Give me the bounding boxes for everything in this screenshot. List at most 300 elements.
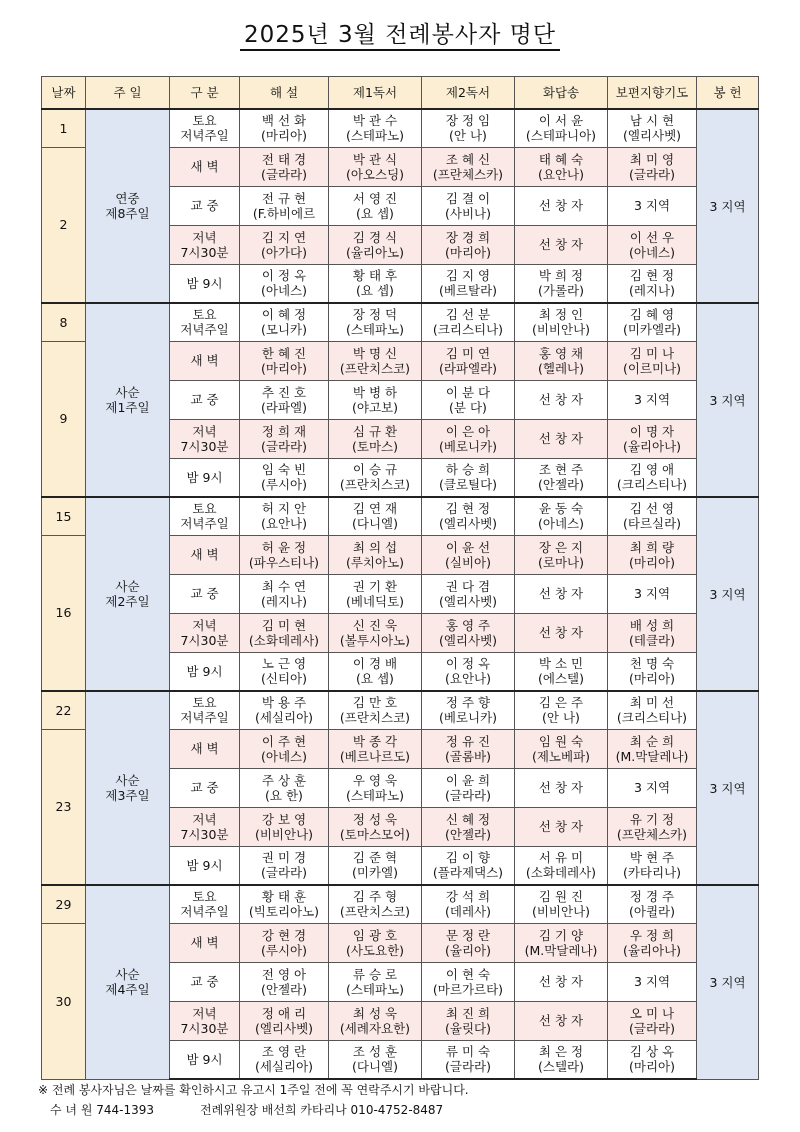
baptismal-name: (글라라): [445, 1059, 491, 1075]
commentary-cell: [240, 807, 329, 846]
baptismal-name: (베로니카): [438, 710, 498, 726]
sunday-name-cell: 연중 제8주일: [86, 109, 170, 303]
baptismal-name: (사도요한): [345, 942, 405, 958]
baptismal-name: (베르나르도): [339, 748, 411, 764]
prayers-cell: [608, 341, 697, 380]
second-reading-cell: [422, 535, 515, 574]
prayers-cell: [608, 303, 697, 341]
baptismal-name: (엘리사벳): [622, 128, 682, 144]
volunteer-name: 최 미 영: [629, 151, 675, 167]
commentary-cell: [240, 652, 329, 691]
header-commentary: 해 설: [240, 77, 329, 110]
prayers-cell: [608, 574, 697, 613]
prayers-cell: [608, 691, 697, 729]
convent-phone: 수 녀 원 744-1393: [50, 1103, 154, 1117]
second-reading-cell: [422, 303, 515, 341]
offering-cell: 3 지역: [697, 885, 759, 1079]
commentary-cell: [240, 1001, 329, 1040]
header-row: [42, 77, 759, 110]
volunteer-name: 최 순 희: [629, 733, 675, 749]
volunteer-name: 황 태 훈: [261, 889, 307, 905]
volunteer-name: 3 지역: [633, 974, 671, 989]
baptismal-name: (스테파노): [345, 128, 405, 144]
volunteer-name: 선 창 자: [538, 431, 584, 446]
baptismal-name: (안 나): [542, 710, 580, 726]
prayers-cell: [608, 225, 697, 264]
volunteer-name: 김 혜 영: [629, 307, 675, 323]
baptismal-name: (소화데레사): [525, 865, 597, 881]
page-title: [0, 16, 800, 49]
baptismal-name: (테클라): [629, 632, 675, 648]
second-reading-cell: [422, 613, 515, 652]
volunteer-name: 최 미 선: [629, 695, 675, 711]
volunteer-name: 조 영 란: [261, 1044, 307, 1060]
volunteer-name: 선 창 자: [538, 974, 584, 989]
baptismal-name: (프란체스카): [616, 826, 688, 842]
baptismal-name: (비비안나): [531, 904, 591, 920]
baptismal-name: (요 셉): [356, 671, 394, 687]
volunteer-name: 이 혜 정: [261, 307, 307, 323]
commentary-cell: [240, 691, 329, 729]
volunteer-name: 박 희 정: [538, 268, 584, 284]
baptismal-name: (글라라): [629, 1020, 675, 1036]
volunteer-name: 허 지 안: [261, 501, 307, 517]
psalm-cell: [515, 264, 608, 303]
psalm-cell: [515, 225, 608, 264]
second-reading-cell: [422, 147, 515, 186]
baptismal-name: (크리스티나): [616, 477, 688, 493]
volunteer-name: 선 창 자: [538, 625, 584, 640]
category-cell: 저녁 7시30분: [170, 807, 240, 846]
first-reading-cell: [329, 613, 422, 652]
volunteer-name: 선 창 자: [538, 198, 584, 213]
baptismal-name: (에스텔): [538, 671, 584, 687]
prayers-cell: [608, 807, 697, 846]
baptismal-name: (요안나): [261, 516, 307, 532]
second-reading-cell: [422, 380, 515, 419]
psalm-cell: [515, 1040, 608, 1079]
baptismal-name: (마리아): [629, 671, 675, 687]
commentary-cell: [240, 1040, 329, 1079]
psalm-cell: [515, 419, 608, 458]
volunteer-name: 정 경 주: [629, 889, 675, 905]
volunteer-name: 권 기 환: [352, 578, 398, 594]
first-reading-cell: [329, 535, 422, 574]
volunteer-name: 이 분 다: [445, 384, 491, 400]
baptismal-name: (안 나): [449, 128, 487, 144]
first-reading-cell: [329, 923, 422, 962]
baptismal-name: (가롤라): [538, 283, 584, 299]
prayers-cell: [608, 923, 697, 962]
baptismal-name: (안젤라): [261, 981, 307, 997]
psalm-cell: [515, 497, 608, 535]
baptismal-name: (율릿다): [445, 1020, 491, 1036]
baptismal-name: (토마스): [352, 438, 398, 454]
volunteer-name: 이 선 우: [629, 229, 675, 245]
volunteer-name: 조 현 주: [538, 462, 584, 478]
second-reading-cell: [422, 768, 515, 807]
category-cell: 저녁 7시30분: [170, 225, 240, 264]
volunteer-name: 강 보 영: [261, 811, 307, 827]
baptismal-name: (데레사): [445, 904, 491, 920]
commentary-cell: [240, 923, 329, 962]
second-reading-cell: [422, 1001, 515, 1040]
baptismal-name: (베로니카): [438, 438, 498, 454]
baptismal-name: (글라라): [445, 787, 491, 803]
volunteer-name: 3 지역: [633, 780, 671, 795]
volunteer-name: 최 정 인: [538, 307, 584, 323]
first-reading-cell: [329, 264, 422, 303]
volunteer-name: 선 창 자: [538, 586, 584, 601]
volunteer-name: 권 다 겸: [445, 578, 491, 594]
baptismal-name: (아네스): [629, 244, 675, 260]
volunteer-name: 박 소 민: [538, 656, 584, 672]
baptismal-name: (분 다): [449, 399, 487, 415]
baptismal-name: (로마나): [538, 554, 584, 570]
baptismal-name: (볼투시아노): [339, 632, 411, 648]
table-row: [42, 885, 759, 923]
baptismal-name: (안젤라): [445, 826, 491, 842]
volunteer-name: 김 경 식: [352, 229, 398, 245]
sunday-name-cell: 사순 제1주일: [86, 303, 170, 497]
volunteer-name: 우 정 희: [629, 927, 675, 943]
first-reading-cell: [329, 497, 422, 535]
baptismal-name: (마리아): [445, 244, 491, 260]
date-cell: 16: [42, 535, 86, 691]
category-cell: 밤 9시: [170, 1040, 240, 1079]
category-cell: 새 벽: [170, 923, 240, 962]
baptismal-name: (비비안나): [254, 826, 314, 842]
header-psalm: 화답송: [515, 77, 608, 110]
category-cell: 밤 9시: [170, 458, 240, 497]
footer-contact: [50, 1101, 443, 1118]
commentary-cell: [240, 419, 329, 458]
baptismal-name: (글라라): [629, 166, 675, 182]
baptismal-name: (라파엘): [261, 399, 307, 415]
first-reading-cell: [329, 147, 422, 186]
baptismal-name: (마리아): [261, 128, 307, 144]
first-reading-cell: [329, 846, 422, 885]
second-reading-cell: [422, 846, 515, 885]
baptismal-name: (미카엘라): [622, 322, 682, 338]
volunteer-name: 선 창 자: [538, 1013, 584, 1028]
category-cell: 토요 저녁주일: [170, 303, 240, 341]
first-reading-cell: [329, 419, 422, 458]
volunteer-name: 이 정 옥: [261, 268, 307, 284]
volunteer-name: 김 현 정: [629, 268, 675, 284]
volunteer-name: 이 정 옥: [445, 656, 491, 672]
volunteer-name: 김 결 이: [445, 190, 491, 206]
second-reading-cell: [422, 458, 515, 497]
offering-cell: 3 지역: [697, 109, 759, 303]
baptismal-name: (루시아): [261, 477, 307, 493]
psalm-cell: [515, 729, 608, 768]
baptismal-name: (율리아): [445, 942, 491, 958]
baptismal-name: (안젤라): [538, 477, 584, 493]
baptismal-name: (베네딕토): [345, 593, 405, 609]
commentary-cell: [240, 885, 329, 923]
baptismal-name: (율리아나): [622, 942, 682, 958]
header-prayers: 보편지향기도: [608, 77, 697, 110]
table-row: [42, 303, 759, 341]
volunteer-name: 태 혜 숙: [538, 151, 584, 167]
volunteer-name: 김 준 혁: [352, 850, 398, 866]
psalm-cell: [515, 691, 608, 729]
baptismal-name: (신티아): [261, 671, 307, 687]
prayers-cell: [608, 458, 697, 497]
date-cell: 29: [42, 885, 86, 923]
baptismal-name: (야고보): [352, 399, 398, 415]
baptismal-name: (베르탈라): [438, 283, 498, 299]
volunteer-name: 주 상 훈: [261, 772, 307, 788]
baptismal-name: (이르미나): [622, 360, 682, 376]
volunteer-name: 전 태 경: [261, 151, 307, 167]
date-cell: 30: [42, 923, 86, 1079]
baptismal-name: (프란치스코): [339, 360, 411, 376]
prayers-cell: [608, 419, 697, 458]
volunteer-name: 류 승 로: [352, 966, 398, 982]
date-cell: 22: [42, 691, 86, 729]
psalm-cell: [515, 846, 608, 885]
volunteer-name: 임 광 호: [352, 927, 398, 943]
psalm-cell: [515, 768, 608, 807]
volunteer-name: 박 관 식: [352, 151, 398, 167]
sunday-name-cell: 사순 제4주일: [86, 885, 170, 1079]
baptismal-name: (아네스): [538, 516, 584, 532]
baptismal-name: (요 한): [265, 787, 303, 803]
volunteer-name: 박 명 신: [352, 345, 398, 361]
second-reading-cell: [422, 807, 515, 846]
category-cell: 밤 9시: [170, 652, 240, 691]
baptismal-name: (파우스티나): [248, 554, 320, 570]
first-reading-cell: [329, 1040, 422, 1079]
volunteer-name: 김 지 영: [445, 268, 491, 284]
psalm-cell: [515, 109, 608, 147]
volunteer-name: 이 서 윤: [538, 113, 584, 129]
volunteer-name: 최 희 량: [629, 539, 675, 555]
baptismal-name: (아네스): [261, 748, 307, 764]
date-cell: 8: [42, 303, 86, 341]
volunteer-name: 전 영 아: [261, 966, 307, 982]
volunteer-name: 선 창 자: [538, 819, 584, 834]
volunteer-name: 이 윤 선: [445, 539, 491, 555]
first-reading-cell: [329, 574, 422, 613]
psalm-cell: [515, 807, 608, 846]
header-date: 날짜: [42, 77, 86, 110]
psalm-cell: [515, 574, 608, 613]
first-reading-cell: [329, 225, 422, 264]
first-reading-cell: [329, 729, 422, 768]
baptismal-name: (제노베파): [531, 748, 591, 764]
volunteer-name: 권 미 경: [261, 850, 307, 866]
volunteer-name: 이 승 규: [352, 462, 398, 478]
volunteer-name: 3 지역: [633, 392, 671, 407]
category-cell: 새 벽: [170, 535, 240, 574]
prayers-cell: [608, 652, 697, 691]
second-reading-cell: [422, 923, 515, 962]
baptismal-name: (아퀼라): [629, 904, 675, 920]
baptismal-name: (스테파노): [345, 787, 405, 803]
baptismal-name: (엘리사벳): [438, 593, 498, 609]
prayers-cell: [608, 186, 697, 225]
volunteer-name: 이 명 자: [629, 423, 675, 439]
baptismal-name: (M.막달레나): [524, 942, 598, 958]
offering-cell: 3 지역: [697, 497, 759, 691]
first-reading-cell: [329, 1001, 422, 1040]
baptismal-name: (아가다): [261, 244, 307, 260]
commentary-cell: [240, 729, 329, 768]
second-reading-cell: [422, 1040, 515, 1079]
prayers-cell: [608, 846, 697, 885]
first-reading-cell: [329, 652, 422, 691]
volunteer-name: 김 은 주: [538, 695, 584, 711]
psalm-cell: [515, 458, 608, 497]
volunteer-name: 김 주 형: [352, 889, 398, 905]
prayers-cell: [608, 109, 697, 147]
baptismal-name: (세례자요한): [339, 1020, 411, 1036]
category-cell: 토요 저녁주일: [170, 109, 240, 147]
baptismal-name: (레지나): [261, 593, 307, 609]
volunteer-name: 선 창 자: [538, 392, 584, 407]
volunteer-name: 최 수 연: [261, 578, 307, 594]
volunteer-name: 전 규 현: [261, 190, 307, 206]
baptismal-name: (소화데레사): [248, 632, 320, 648]
volunteer-name: 서 영 진: [352, 190, 398, 206]
baptismal-name: (미카엘): [352, 865, 398, 881]
volunteer-name: 이 윤 희: [445, 772, 491, 788]
baptismal-name: (비비안나): [531, 322, 591, 338]
commentary-cell: [240, 147, 329, 186]
category-cell: 교 중: [170, 186, 240, 225]
baptismal-name: (율리아노): [345, 244, 405, 260]
first-reading-cell: [329, 691, 422, 729]
psalm-cell: [515, 535, 608, 574]
first-reading-cell: [329, 303, 422, 341]
second-reading-cell: [422, 574, 515, 613]
commentary-cell: [240, 225, 329, 264]
category-cell: 토요 저녁주일: [170, 885, 240, 923]
offering-cell: 3 지역: [697, 303, 759, 497]
table-row: [42, 109, 759, 147]
date-cell: 23: [42, 729, 86, 885]
volunteer-name: 선 창 자: [538, 780, 584, 795]
roster-table: [41, 76, 759, 1080]
commentary-cell: [240, 962, 329, 1001]
date-cell: 2: [42, 147, 86, 303]
page-title-text: 2025년 3월 전례봉사자 명단: [240, 22, 560, 51]
prayers-cell: [608, 729, 697, 768]
volunteer-name: 김 미 현: [261, 617, 307, 633]
baptismal-name: (세실리아): [254, 1059, 314, 1075]
second-reading-cell: [422, 962, 515, 1001]
baptismal-name: (프란치스코): [339, 710, 411, 726]
psalm-cell: [515, 652, 608, 691]
volunteer-name: 배 성 희: [629, 617, 675, 633]
baptismal-name: (골롬바): [445, 748, 491, 764]
baptismal-name: (프란체스카): [432, 166, 504, 182]
volunteer-name: 3 지역: [633, 586, 671, 601]
committee-contact: 전례위원장 배선희 카타리나 010-4752-8487: [200, 1103, 444, 1117]
volunteer-name: 김 선 영: [629, 501, 675, 517]
volunteer-name: 정 유 진: [445, 733, 491, 749]
baptismal-name: (프란치스코): [339, 904, 411, 920]
baptismal-name: (글라라): [261, 166, 307, 182]
volunteer-name: 김 영 애: [629, 462, 675, 478]
baptismal-name: (F.하비에르: [252, 205, 316, 221]
volunteer-name: 홍 영 채: [538, 345, 584, 361]
first-reading-cell: [329, 109, 422, 147]
baptismal-name: (마리아): [629, 1059, 675, 1075]
baptismal-name: (스테파노): [345, 981, 405, 997]
header-category: 구 분: [170, 77, 240, 110]
second-reading-cell: [422, 652, 515, 691]
baptismal-name: (마르가르타): [432, 981, 504, 997]
volunteer-name: 허 윤 정: [261, 539, 307, 555]
volunteer-name: 하 승 희: [445, 462, 491, 478]
psalm-cell: [515, 1001, 608, 1040]
prayers-cell: [608, 497, 697, 535]
volunteer-name: 박 현 주: [629, 850, 675, 866]
baptismal-name: (M.막달레나): [615, 748, 689, 764]
second-reading-cell: [422, 186, 515, 225]
baptismal-name: (실비아): [445, 554, 491, 570]
category-cell: 새 벽: [170, 341, 240, 380]
baptismal-name: (타르실라): [622, 516, 682, 532]
first-reading-cell: [329, 186, 422, 225]
volunteer-name: 김 원 진: [538, 889, 584, 905]
volunteer-name: 심 규 환: [352, 423, 398, 439]
date-cell: 15: [42, 497, 86, 535]
commentary-cell: [240, 458, 329, 497]
volunteer-name: 박 관 수: [352, 113, 398, 129]
baptismal-name: (아네스): [261, 283, 307, 299]
volunteer-name: 이 현 숙: [445, 966, 491, 982]
first-reading-cell: [329, 885, 422, 923]
prayers-cell: [608, 962, 697, 1001]
commentary-cell: [240, 264, 329, 303]
volunteer-name: 조 혜 신: [445, 151, 491, 167]
date-cell: 9: [42, 341, 86, 497]
volunteer-name: 최 진 희: [445, 1005, 491, 1021]
first-reading-cell: [329, 458, 422, 497]
header-first-reading: 제1독서: [329, 77, 422, 110]
baptismal-name: (마리아): [629, 554, 675, 570]
category-cell: 밤 9시: [170, 846, 240, 885]
category-cell: 교 중: [170, 380, 240, 419]
category-cell: 저녁 7시30분: [170, 613, 240, 652]
volunteer-name: 추 진 호: [261, 384, 307, 400]
volunteer-name: 우 영 욱: [352, 772, 398, 788]
volunteer-name: 최 의 섭: [352, 539, 398, 555]
volunteer-name: 문 정 란: [445, 927, 491, 943]
volunteer-name: 신 진 욱: [352, 617, 398, 633]
category-cell: 토요 저녁주일: [170, 497, 240, 535]
baptismal-name: (요안나): [538, 166, 584, 182]
volunteer-name: 장 경 희: [445, 229, 491, 245]
baptismal-name: (엘리사벳): [438, 632, 498, 648]
volunteer-name: 정 주 향: [445, 695, 491, 711]
prayers-cell: [608, 613, 697, 652]
prayers-cell: [608, 264, 697, 303]
volunteer-name: 김 이 향: [445, 850, 491, 866]
prayers-cell: [608, 1001, 697, 1040]
first-reading-cell: [329, 768, 422, 807]
volunteer-name: 김 기 양: [538, 927, 584, 943]
baptismal-name: (마리아): [261, 360, 307, 376]
baptismal-name: (빅토리아노): [248, 904, 320, 920]
volunteer-name: 김 연 재: [352, 501, 398, 517]
baptismal-name: (요 셉): [356, 205, 394, 221]
